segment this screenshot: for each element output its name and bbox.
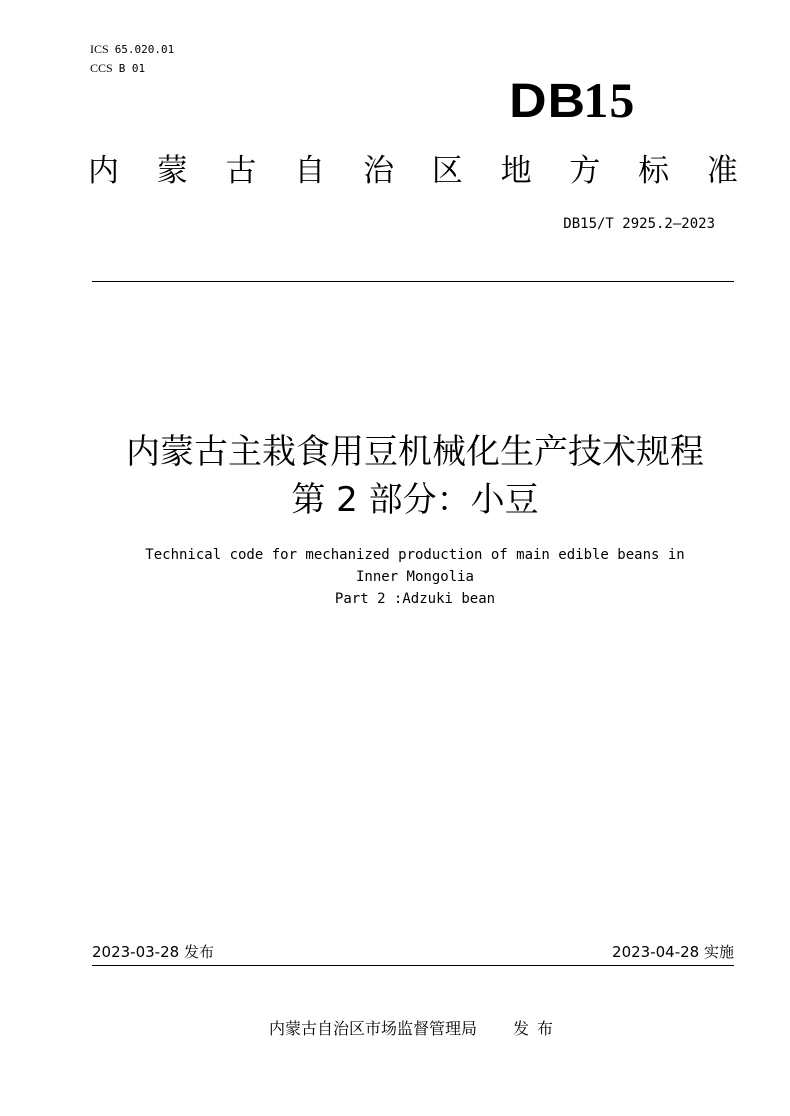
standard-type-char: 方 <box>569 153 601 189</box>
standard-type-char: 古 <box>225 153 257 189</box>
ccs-code <box>90 59 174 78</box>
header-divider <box>92 281 734 282</box>
implementation-date: 2023-04-28 实施 <box>612 943 734 961</box>
standard-type-char: 治 <box>363 153 395 189</box>
logo-db-text: DB <box>509 75 587 128</box>
logo-number: 15 <box>583 72 636 128</box>
english-title-line1: Technical code for mechanized production of main edible beans in <box>145 547 685 563</box>
standard-type-char: 自 <box>294 153 326 189</box>
standard-type-heading <box>88 148 738 194</box>
issuer-action: 发布 <box>513 1019 562 1038</box>
ics-label: ICS <box>90 42 109 56</box>
chinese-title-line2: 第 2 部分：小豆 <box>291 480 539 520</box>
ccs-label: CCS <box>90 61 113 75</box>
issue-date: 2023-03-28 发布 <box>92 943 214 961</box>
english-title-line2: Inner Mongolia <box>355 569 474 585</box>
classification-codes <box>90 40 174 78</box>
standard-type-char: 标 <box>638 153 670 189</box>
standard-number: DB15/T 2925.2—2023 <box>563 216 715 232</box>
issuing-authority <box>0 1018 790 1040</box>
ics-value: 65.020.01 <box>114 43 175 56</box>
ics-code <box>90 40 174 59</box>
issuer-name: 内蒙古自治区市场监督管理局 <box>268 1019 477 1038</box>
standard-type-char: 地 <box>500 153 532 189</box>
standard-type-char: 区 <box>431 153 463 189</box>
db15-logo <box>509 70 636 132</box>
chinese-title-line1: 内蒙古主栽食用豆机械化生产技术规程 <box>126 432 704 472</box>
date-row <box>92 942 734 962</box>
standard-type-char: 内 <box>88 153 119 189</box>
footer-divider <box>92 965 734 966</box>
standard-type-char: 蒙 <box>156 153 188 189</box>
english-title-line3: Part 2 :Adzuki bean <box>334 591 496 607</box>
english-title <box>0 544 790 610</box>
standard-type-char: 准 <box>706 153 738 189</box>
ccs-value: B 01 <box>118 62 146 75</box>
chinese-title <box>0 428 790 524</box>
